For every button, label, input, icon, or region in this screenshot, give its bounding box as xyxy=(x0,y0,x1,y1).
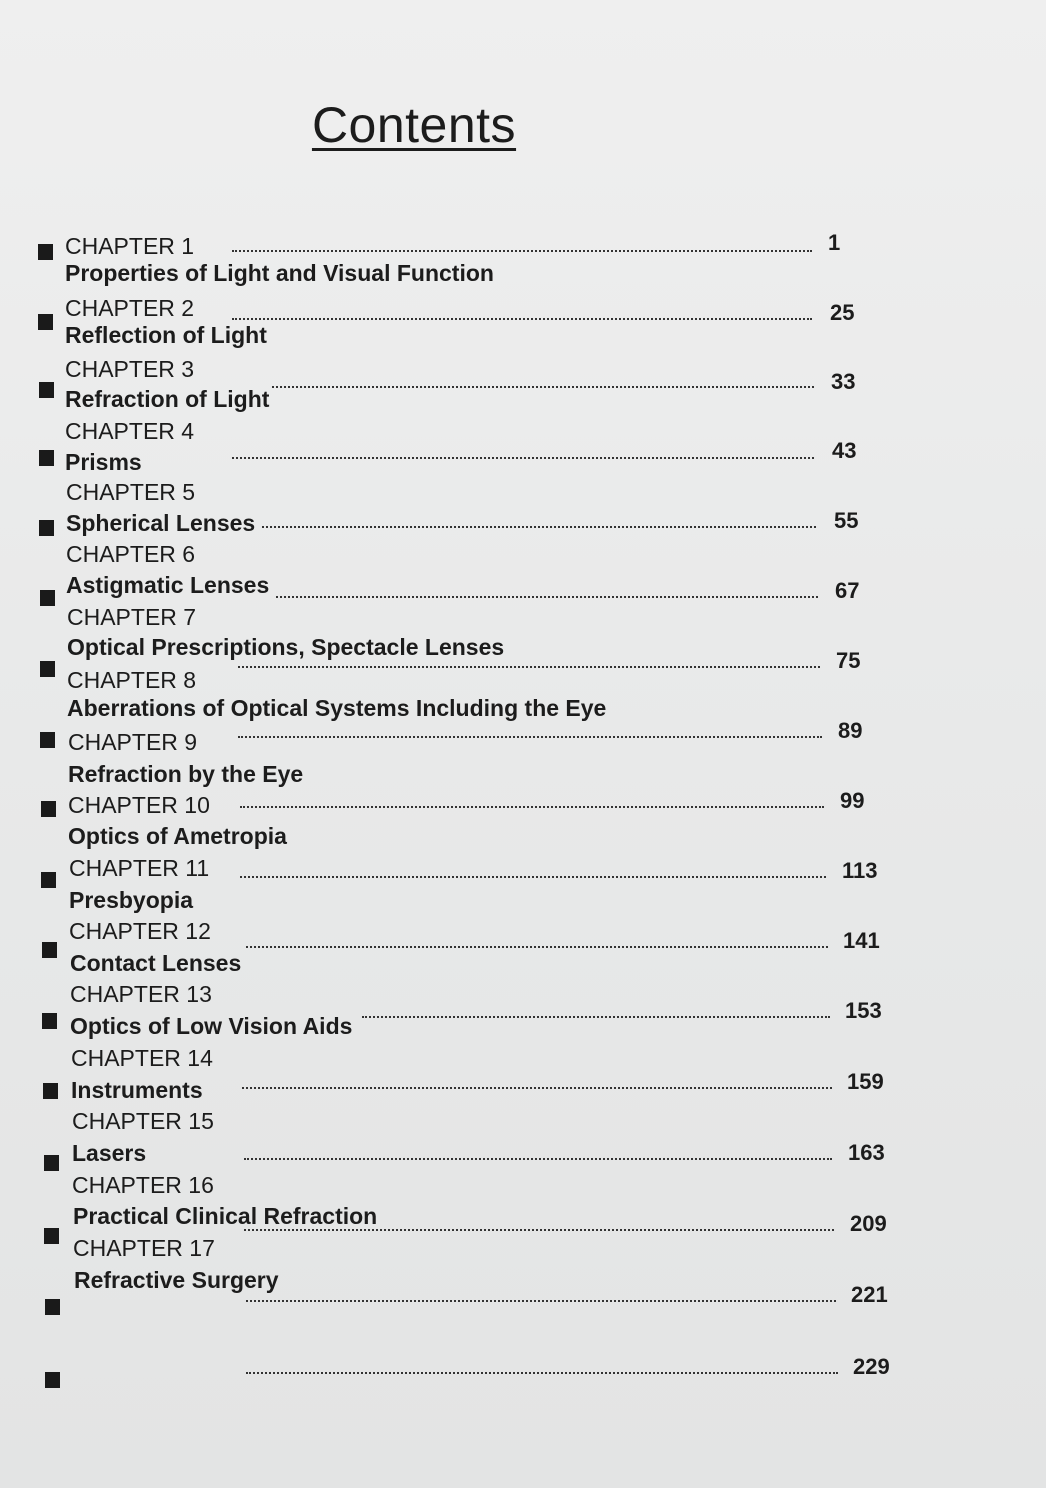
bullet-10 xyxy=(41,872,56,888)
bullet-5 xyxy=(39,520,54,536)
chapter-17-title: Refractive Surgery xyxy=(74,1267,279,1293)
bullet-15 xyxy=(44,1228,59,1244)
bullet-7 xyxy=(40,661,55,677)
chapter-14-title: Instruments xyxy=(71,1077,203,1103)
bullet-11 xyxy=(42,942,57,958)
bullet-14 xyxy=(44,1155,59,1171)
chapter-15-title: Lasers xyxy=(72,1140,147,1166)
chapter-5-title: Spherical Lenses xyxy=(66,510,256,536)
bullet-1 xyxy=(38,244,53,260)
page-number-1: 1 xyxy=(828,230,841,255)
chapter-1-label: CHAPTER 1 xyxy=(65,233,195,259)
leader-dots-12 xyxy=(362,1016,830,1018)
chapter-7-label: CHAPTER 7 xyxy=(67,604,197,630)
chapter-9-label: CHAPTER 9 xyxy=(68,729,198,755)
chapter-6-title: Astigmatic Lenses xyxy=(66,572,270,598)
bullet-9 xyxy=(41,801,56,817)
chapter-4-title: Prisms xyxy=(65,449,142,475)
leader-dots-17 xyxy=(246,1372,838,1374)
bullet-8 xyxy=(40,732,55,748)
bullet-13 xyxy=(43,1083,58,1099)
page-number-3: 33 xyxy=(831,369,856,394)
leader-dots-10 xyxy=(240,876,826,878)
page-title: Contents xyxy=(311,97,517,153)
leader-dots-6 xyxy=(276,596,818,598)
chapter-10-title: Optics of Ametropia xyxy=(68,823,287,849)
leader-dots-15 xyxy=(244,1229,834,1231)
leader-dots-16 xyxy=(246,1300,836,1302)
chapter-4-label: CHAPTER 4 xyxy=(65,418,195,444)
chapter-2-label: CHAPTER 2 xyxy=(65,295,195,321)
leader-dots-5 xyxy=(262,526,816,528)
leader-dots-13 xyxy=(242,1087,832,1089)
chapter-15-label: CHAPTER 15 xyxy=(72,1108,214,1134)
leader-dots-3 xyxy=(272,386,814,388)
page-number-12: 153 xyxy=(845,998,882,1023)
leader-dots-9 xyxy=(240,806,824,808)
chapter-7-title: Optical Prescriptions, Spectacle Lenses xyxy=(67,634,505,660)
chapter-6-label: CHAPTER 6 xyxy=(66,541,196,567)
page-number-15: 209 xyxy=(850,1211,887,1236)
chapter-11-title: Presbyopia xyxy=(69,887,193,913)
page-number-6: 67 xyxy=(835,578,860,603)
chapter-8-label: CHAPTER 8 xyxy=(67,667,197,693)
page-number-16: 221 xyxy=(851,1282,888,1307)
chapter-1-title: Properties of Light and Visual Function xyxy=(65,260,494,286)
bullet-12 xyxy=(42,1013,57,1029)
chapter-12-title: Contact Lenses xyxy=(70,950,242,976)
bullet-6 xyxy=(40,590,55,606)
bullet-2 xyxy=(38,314,53,330)
chapter-11-label: CHAPTER 11 xyxy=(69,855,210,881)
page-number-14: 163 xyxy=(848,1140,885,1165)
chapter-8-title: Aberrations of Optical Systems Including the Eye xyxy=(67,695,607,721)
chapter-3-title: Refraction of Light xyxy=(65,386,270,412)
chapter-16-label: CHAPTER 16 xyxy=(72,1172,214,1198)
leader-dots-1 xyxy=(232,250,812,252)
page-number-7: 75 xyxy=(836,648,861,673)
leader-dots-7 xyxy=(238,666,820,668)
bullet-3 xyxy=(39,382,54,398)
bullet-4 xyxy=(39,450,54,466)
page-number-11: 141 xyxy=(843,928,880,953)
page-number-2: 25 xyxy=(830,300,855,325)
chapter-5-label: CHAPTER 5 xyxy=(66,479,196,505)
page-number-17: 229 xyxy=(853,1354,890,1379)
page-number-9: 99 xyxy=(840,788,865,813)
chapter-10-label: CHAPTER 10 xyxy=(68,792,210,818)
bullet-17 xyxy=(45,1372,60,1388)
page-number-4: 43 xyxy=(832,438,857,463)
chapter-2-title: Reflection of Light xyxy=(65,322,267,348)
page-number-10: 113 xyxy=(842,858,878,883)
bullet-16 xyxy=(45,1299,60,1315)
chapter-17-label: CHAPTER 17 xyxy=(73,1235,215,1261)
leader-dots-14 xyxy=(244,1158,832,1160)
chapter-16-title: Practical Clinical Refraction xyxy=(73,1203,378,1229)
page-number-5: 55 xyxy=(834,508,859,533)
leader-dots-2 xyxy=(232,318,812,320)
leader-dots-4 xyxy=(232,457,814,459)
leader-dots-11 xyxy=(246,946,828,948)
chapter-13-title: Optics of Low Vision Aids xyxy=(70,1013,353,1039)
chapter-14-label: CHAPTER 14 xyxy=(71,1045,213,1071)
leader-dots-8 xyxy=(238,736,822,738)
chapter-13-label: CHAPTER 13 xyxy=(70,981,212,1007)
chapter-3-label: CHAPTER 3 xyxy=(65,356,195,382)
chapter-12-label: CHAPTER 12 xyxy=(69,918,211,944)
page-number-13: 159 xyxy=(847,1069,884,1094)
page-number-8: 89 xyxy=(838,718,863,743)
chapter-9-title: Refraction by the Eye xyxy=(68,761,304,787)
